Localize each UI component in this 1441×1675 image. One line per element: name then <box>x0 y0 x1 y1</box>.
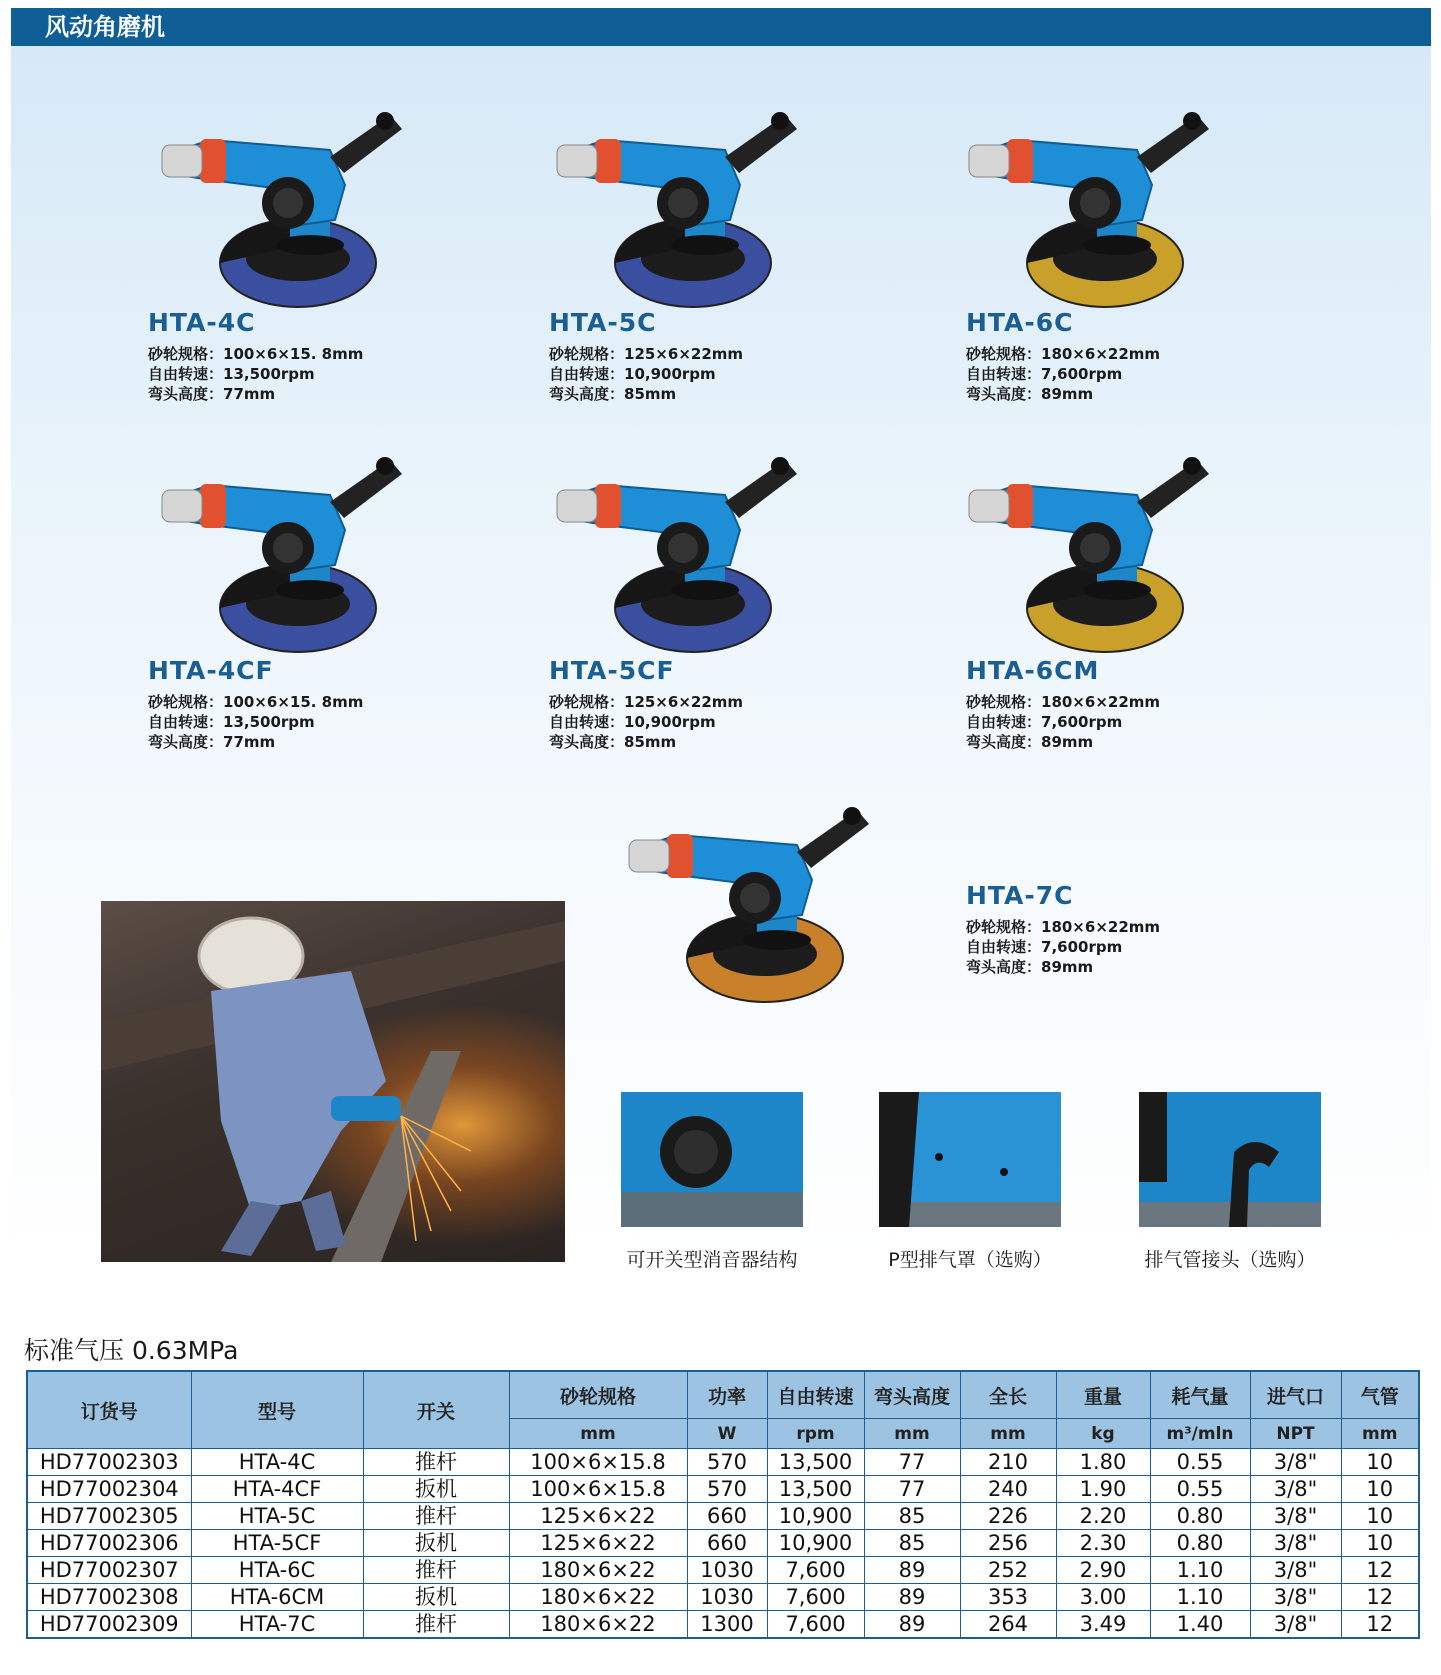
table-cell: 89 <box>864 1557 960 1584</box>
angle-grinder-image <box>140 440 460 674</box>
table-cell: HD77002303 <box>27 1449 191 1476</box>
wheel-spec: 砂轮规格：180×6×22mm <box>966 918 1161 936</box>
model-name: HTA-4CF <box>148 656 274 685</box>
angle-grinder-image <box>607 790 927 1024</box>
table-cell: 2.20 <box>1056 1503 1150 1530</box>
head-height: 弯头高度：89mm <box>966 385 1094 403</box>
table-cell: 推杆 <box>363 1449 509 1476</box>
table-cell: HTA-6C <box>191 1557 363 1584</box>
table-cell: 125×6×22 <box>509 1530 687 1557</box>
table-row <box>27 1449 1419 1476</box>
table-cell: 1.10 <box>1150 1557 1250 1584</box>
table-cell: 2.30 <box>1056 1530 1150 1557</box>
table-header: 砂轮规格 <box>509 1371 687 1419</box>
wheel-spec: 砂轮规格：100×6×15. 8mm <box>148 345 364 363</box>
head-height: 弯头高度：85mm <box>549 385 677 403</box>
free-speed: 自由转速：7,600rpm <box>966 938 1123 956</box>
table-cell: HD77002304 <box>27 1476 191 1503</box>
free-speed: 自由转速：13,500rpm <box>148 713 315 731</box>
angle-grinder-image <box>535 95 855 329</box>
table-row <box>27 1557 1419 1584</box>
table-cell: HD77002308 <box>27 1584 191 1611</box>
table-cell: 1.80 <box>1056 1449 1150 1476</box>
exhaust-cover-detail-image <box>879 1092 1061 1227</box>
head-height: 弯头高度：77mm <box>148 385 276 403</box>
caption-hose-fitting: 排气管接头（选购） <box>1144 1249 1316 1271</box>
table-cell: 77 <box>864 1449 960 1476</box>
table-cell: 100×6×15.8 <box>509 1476 687 1503</box>
table-header: 全长 <box>960 1371 1056 1419</box>
table-cell: 7,600 <box>767 1611 864 1639</box>
table-cell: 180×6×22 <box>509 1557 687 1584</box>
table-cell: 256 <box>960 1530 1056 1557</box>
table-header: 进气口 <box>1250 1371 1341 1419</box>
wheel-spec: 砂轮规格：125×6×22mm <box>549 693 744 711</box>
free-speed: 自由转速：10,900rpm <box>549 365 716 383</box>
caption-exhaust-cover: P型排气罩（选购） <box>888 1249 1052 1271</box>
table-cell: 7,600 <box>767 1557 864 1584</box>
table-cell: 0.80 <box>1150 1530 1250 1557</box>
table-cell: HTA-4C <box>191 1449 363 1476</box>
table-cell: HTA-5C <box>191 1503 363 1530</box>
angle-grinder-image <box>535 440 855 674</box>
table-cell: 570 <box>687 1449 767 1476</box>
table-cell: 扳机 <box>363 1584 509 1611</box>
table-cell: 1030 <box>687 1557 767 1584</box>
table-cell: 660 <box>687 1503 767 1530</box>
table-cell: 推杆 <box>363 1611 509 1639</box>
table-cell: 1.10 <box>1150 1584 1250 1611</box>
table-cell: 1300 <box>687 1611 767 1639</box>
table-cell: HD77002306 <box>27 1530 191 1557</box>
angle-grinder-image <box>947 95 1267 329</box>
table-cell: 210 <box>960 1449 1056 1476</box>
table-cell: 7,600 <box>767 1584 864 1611</box>
head-height: 弯头高度：77mm <box>148 733 276 751</box>
spec-table <box>26 1370 1420 1639</box>
table-cell: 353 <box>960 1584 1056 1611</box>
table-cell: 85 <box>864 1530 960 1557</box>
table-unit: NPT <box>1250 1419 1341 1449</box>
table-cell: 3/8" <box>1250 1530 1341 1557</box>
muffler-detail-image <box>621 1092 803 1227</box>
table-cell: 240 <box>960 1476 1056 1503</box>
table-row <box>27 1584 1419 1611</box>
model-name: HTA-6C <box>966 308 1074 337</box>
table-cell: 10,900 <box>767 1530 864 1557</box>
table-unit: mm <box>509 1419 687 1449</box>
table-cell: 2.90 <box>1056 1557 1150 1584</box>
table-cell: 3/8" <box>1250 1503 1341 1530</box>
table-cell: 1.40 <box>1150 1611 1250 1639</box>
table-cell: HD77002305 <box>27 1503 191 1530</box>
table-header: 弯头高度 <box>864 1371 960 1419</box>
table-cell: 10 <box>1341 1503 1419 1530</box>
table-cell: 3/8" <box>1250 1584 1341 1611</box>
table-cell: 125×6×22 <box>509 1503 687 1530</box>
head-height: 弯头高度：85mm <box>549 733 677 751</box>
table-unit: W <box>687 1419 767 1449</box>
table-cell: 264 <box>960 1611 1056 1639</box>
table-cell: HTA-5CF <box>191 1530 363 1557</box>
table-unit: mm <box>1341 1419 1419 1449</box>
free-speed: 自由转速：10,900rpm <box>549 713 716 731</box>
table-cell: 226 <box>960 1503 1056 1530</box>
worker-photo <box>101 901 565 1262</box>
table-header: 功率 <box>687 1371 767 1419</box>
table-cell: 推杆 <box>363 1503 509 1530</box>
table-cell: 13,500 <box>767 1476 864 1503</box>
table-cell: 3/8" <box>1250 1449 1341 1476</box>
table-cell: 89 <box>864 1584 960 1611</box>
table-cell: 0.55 <box>1150 1449 1250 1476</box>
table-cell: 12 <box>1341 1611 1419 1639</box>
table-cell: 3/8" <box>1250 1557 1341 1584</box>
table-unit: mm <box>960 1419 1056 1449</box>
table-unit: m³/mln <box>1150 1419 1250 1449</box>
head-height: 弯头高度：89mm <box>966 733 1094 751</box>
model-name: HTA-5C <box>549 308 657 337</box>
wheel-spec: 砂轮规格：180×6×22mm <box>966 345 1161 363</box>
model-name: HTA-7C <box>966 881 1074 910</box>
table-cell: HTA-6CM <box>191 1584 363 1611</box>
table-cell: HTA-7C <box>191 1611 363 1639</box>
table-row <box>27 1530 1419 1557</box>
table-cell: 扳机 <box>363 1476 509 1503</box>
free-speed: 自由转速：7,600rpm <box>966 713 1123 731</box>
caption-muffler: 可开关型消音器结构 <box>626 1249 798 1271</box>
table-cell: 100×6×15.8 <box>509 1449 687 1476</box>
pressure-label: 标准气压 0.63MPa <box>24 1336 239 1365</box>
table-cell: 12 <box>1341 1557 1419 1584</box>
table-cell: 3/8" <box>1250 1611 1341 1639</box>
table-unit: mm <box>864 1419 960 1449</box>
table-header: 耗气量 <box>1150 1371 1250 1419</box>
table-cell: 0.80 <box>1150 1503 1250 1530</box>
table-header: 自由转速 <box>767 1371 864 1419</box>
table-cell: 10,900 <box>767 1503 864 1530</box>
table-header: 型号 <box>191 1371 363 1449</box>
wheel-spec: 砂轮规格：125×6×22mm <box>549 345 744 363</box>
free-speed: 自由转速：13,500rpm <box>148 365 315 383</box>
angle-grinder-image <box>140 95 460 329</box>
model-name: HTA-5CF <box>549 656 675 685</box>
table-header: 重量 <box>1056 1371 1150 1419</box>
table-row <box>27 1611 1419 1639</box>
table-cell: 85 <box>864 1503 960 1530</box>
table-cell: 1030 <box>687 1584 767 1611</box>
table-cell: 3/8" <box>1250 1476 1341 1503</box>
table-cell: 12 <box>1341 1584 1419 1611</box>
table-cell: 89 <box>864 1611 960 1639</box>
hose-fitting-detail-image <box>1139 1092 1321 1227</box>
table-header: 订货号 <box>27 1371 191 1449</box>
table-cell: 10 <box>1341 1476 1419 1503</box>
table-cell: 1.90 <box>1056 1476 1150 1503</box>
table-row <box>27 1503 1419 1530</box>
section-title: 风动角磨机 <box>11 8 1431 46</box>
head-height: 弯头高度：89mm <box>966 958 1094 976</box>
table-cell: 660 <box>687 1530 767 1557</box>
table-cell: 10 <box>1341 1449 1419 1476</box>
table-header: 开关 <box>363 1371 509 1449</box>
table-cell: 13,500 <box>767 1449 864 1476</box>
model-name: HTA-6CM <box>966 656 1100 685</box>
table-cell: HD77002309 <box>27 1611 191 1639</box>
table-cell: 252 <box>960 1557 1056 1584</box>
angle-grinder-image <box>947 440 1267 674</box>
wheel-spec: 砂轮规格：180×6×22mm <box>966 693 1161 711</box>
table-cell: 570 <box>687 1476 767 1503</box>
table-cell: 10 <box>1341 1530 1419 1557</box>
table-header: 气管 <box>1341 1371 1419 1419</box>
model-name: HTA-4C <box>148 308 256 337</box>
table-cell: 77 <box>864 1476 960 1503</box>
wheel-spec: 砂轮规格：100×6×15. 8mm <box>148 693 364 711</box>
table-row <box>27 1476 1419 1503</box>
table-cell: 180×6×22 <box>509 1611 687 1639</box>
table-cell: 推杆 <box>363 1557 509 1584</box>
table-unit: rpm <box>767 1419 864 1449</box>
table-cell: 3.49 <box>1056 1611 1150 1639</box>
table-cell: 扳机 <box>363 1530 509 1557</box>
table-cell: HTA-4CF <box>191 1476 363 1503</box>
table-cell: 0.55 <box>1150 1476 1250 1503</box>
table-cell: 180×6×22 <box>509 1584 687 1611</box>
table-cell: 3.00 <box>1056 1584 1150 1611</box>
table-unit: kg <box>1056 1419 1150 1449</box>
free-speed: 自由转速：7,600rpm <box>966 365 1123 383</box>
table-cell: HD77002307 <box>27 1557 191 1584</box>
